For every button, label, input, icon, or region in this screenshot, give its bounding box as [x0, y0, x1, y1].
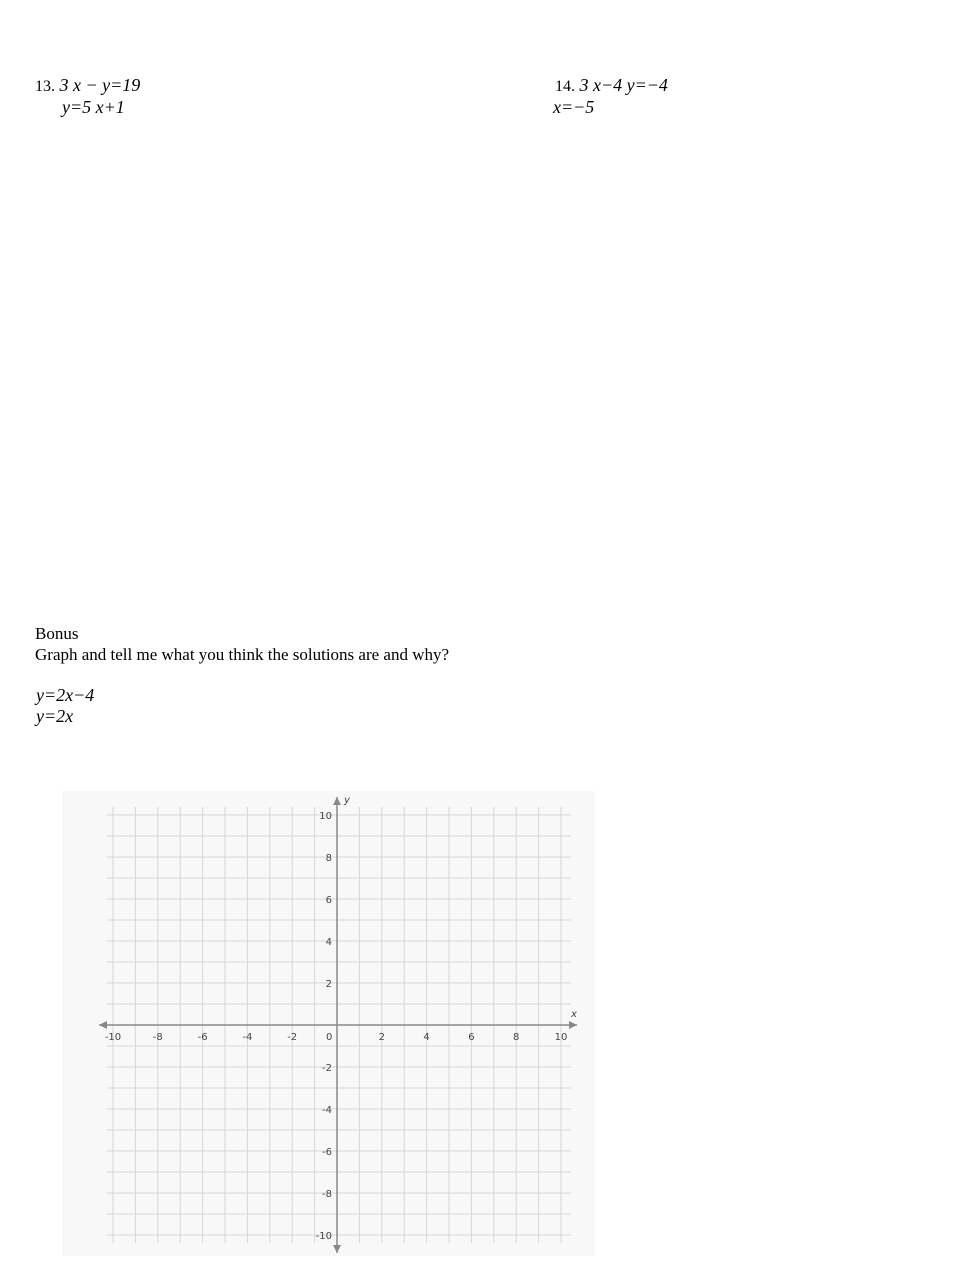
- x-tick-label: -6: [197, 1032, 208, 1043]
- y-tick-label: 4: [325, 937, 332, 948]
- y-tick-label: 2: [325, 979, 332, 990]
- problem-14: [555, 75, 668, 96]
- x-axis-name: x: [571, 1009, 577, 1020]
- coordinate-grid: [62, 791, 595, 1256]
- problem-14-number: 14.: [555, 78, 575, 95]
- bonus-equation-1: y=2x−4: [36, 685, 95, 705]
- y-tick-label: 10: [319, 811, 332, 822]
- x-tick-label: 6: [468, 1032, 475, 1043]
- y-axis-top-arrow: [333, 797, 341, 805]
- y-axis-bottom-arrow: [333, 1245, 341, 1253]
- y-tick-label: 8: [325, 853, 332, 864]
- bonus-equation-2: y=2x: [36, 706, 74, 726]
- y-tick-label: 6: [325, 895, 332, 906]
- y-tick-label: -10: [315, 1231, 332, 1242]
- y-axis-name: y: [344, 795, 350, 806]
- x-tick-label: -2: [287, 1032, 298, 1043]
- x-tick-label: -8: [152, 1032, 163, 1043]
- x-tick-label: -4: [242, 1032, 253, 1043]
- problem-14-equation-2: x=−5: [553, 97, 595, 117]
- x-axis-left-arrow: [99, 1021, 107, 1029]
- problem-14-equation-1: 3 x−4 y=−4: [579, 75, 668, 95]
- y-tick-label: -6: [322, 1147, 332, 1158]
- coordinate-grid-svg: [62, 791, 595, 1256]
- x-tick-label: 10: [554, 1032, 568, 1043]
- y-tick-label: -2: [322, 1063, 332, 1074]
- x-tick-label: 0: [326, 1032, 333, 1043]
- x-tick-label: 4: [423, 1032, 430, 1043]
- x-tick-label: -10: [104, 1032, 122, 1043]
- x-tick-label: 2: [378, 1032, 385, 1043]
- problem-13-equation-1: 3 x − y=19: [59, 75, 141, 95]
- bonus-instruction: Graph and tell me what you think the solutions are and why?: [35, 645, 450, 664]
- problem-13-number: 13.: [35, 78, 55, 95]
- bonus-heading: Bonus: [35, 624, 79, 643]
- problem-13: [35, 75, 140, 96]
- y-tick-label: -8: [322, 1189, 332, 1200]
- problem-13-equation-2: y=5 x+1: [62, 97, 125, 117]
- x-axis-right-arrow: [569, 1021, 577, 1029]
- y-tick-label: -4: [322, 1105, 332, 1116]
- x-tick-label: 8: [513, 1032, 520, 1043]
